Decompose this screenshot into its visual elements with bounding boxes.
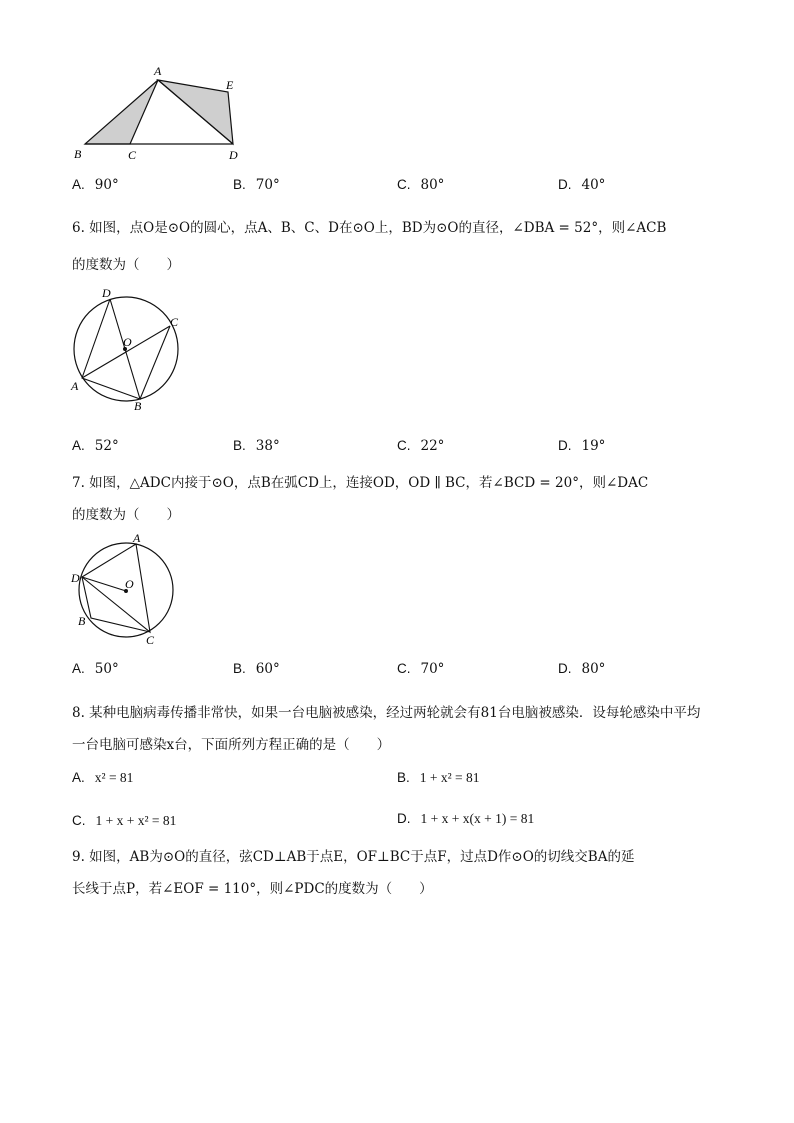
label-o: O — [123, 335, 132, 349]
q7-option-b[interactable]: B. 60° — [233, 661, 280, 677]
label-d: D — [102, 286, 111, 300]
q7-stem-line1: 7. 如图，△ADC内接于⊙O，点B在弧CD上，连接OD，OD ∥ BC，若∠BCD = 20°，则∠DAC — [72, 475, 649, 491]
q7-option-c[interactable]: C. 70° — [397, 661, 445, 677]
q6-option-d[interactable]: D. 19° — [558, 438, 606, 454]
label-d: D — [229, 148, 238, 162]
q7-figure — [66, 532, 186, 650]
q5-option-d[interactable]: D. 40° — [558, 177, 606, 193]
q9-stem-line1: 9. 如图，AB为⊙O的直径，弦CD⊥AB于点E，OF⊥BC于点F，过点D作⊙O的切线交BA的延 — [72, 849, 635, 865]
q7-stem-line2: 的度数为（ ） — [72, 507, 180, 523]
label-b: B — [134, 399, 142, 413]
q8-option-d[interactable]: D. 1 + x + x(x + 1) = 81 — [397, 811, 535, 826]
label-c: C — [128, 148, 137, 162]
label-o: O — [125, 577, 134, 591]
q6-option-b[interactable]: B. 38° — [233, 438, 280, 454]
q6-stem-line2: 的度数为（ ） — [72, 257, 180, 273]
label-e: E — [226, 78, 234, 92]
q5-option-c[interactable]: C. 80° — [397, 177, 445, 193]
chord-ac — [82, 326, 170, 378]
label-a: A — [133, 532, 141, 545]
q7-option-a[interactable]: A. 50° — [72, 661, 119, 677]
q8-stem-line2: 一台电脑可感染x台，下面所列方程正确的是（ ） — [72, 737, 391, 753]
q6-option-a[interactable]: A. 52° — [72, 438, 119, 454]
chord-cb — [140, 326, 170, 399]
label-b: B — [74, 147, 82, 161]
label-c: C — [146, 633, 155, 647]
segment-od — [82, 577, 126, 591]
q8-option-c[interactable]: C. 1 + x + x² = 81 — [72, 813, 177, 828]
label-c: C — [170, 315, 179, 329]
q8-stem-line1: 8. 某种电脑病毒传播非常快，如果一台电脑被感染，经过两轮就会有81台电脑被感染．设每轮感染中平均 — [72, 705, 701, 721]
q8-option-a[interactable]: A. x² = 81 — [72, 770, 134, 785]
label-d: D — [71, 571, 80, 585]
q6-figure — [66, 286, 196, 416]
label-a: A — [71, 379, 79, 393]
q8-option-b[interactable]: B. 1 + x² = 81 — [397, 770, 480, 785]
q9-stem-line2: 长线于点P，若∠EOF = 110°，则∠PDC的度数为（ ） — [72, 881, 433, 897]
q6-option-c[interactable]: C. 22° — [397, 438, 445, 454]
q5-option-b[interactable]: B. 70° — [233, 177, 280, 193]
q7-option-d[interactable]: D. 80° — [558, 661, 606, 677]
label-b: B — [78, 614, 86, 628]
q6-stem-line1: 6. 如图，点O是⊙O的圆心，点A、B、C、D在⊙O上，BD为⊙O的直径，∠DBA = 52°，则∠ACB — [72, 220, 667, 236]
label-a: A — [154, 64, 162, 78]
shaded-triangle-abc — [85, 80, 158, 144]
q5-figure — [70, 62, 260, 162]
q5-option-a[interactable]: A. 90° — [72, 177, 119, 193]
